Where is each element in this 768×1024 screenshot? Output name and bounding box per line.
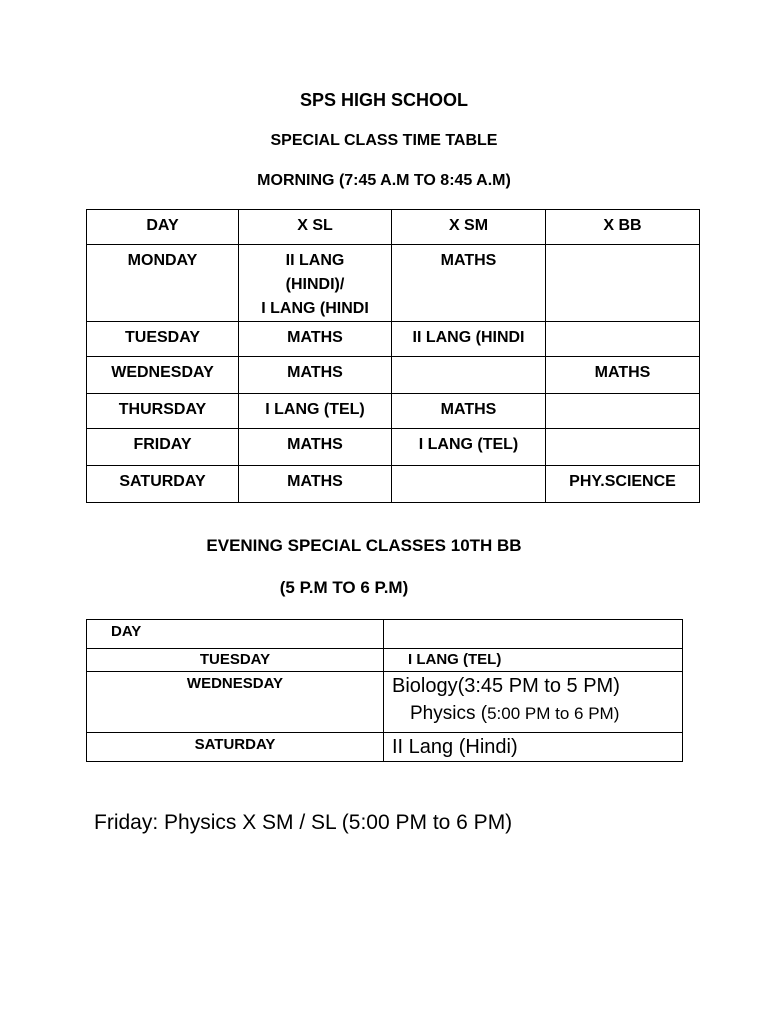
subject-cell [384, 672, 683, 733]
x-bb-cell [546, 429, 700, 466]
x-sm-cell: II LANG (HINDI [392, 322, 546, 357]
day-cell: TUESDAY [87, 322, 239, 357]
x-sl-cell [239, 245, 392, 322]
day-cell: TUESDAY [87, 649, 384, 672]
column-header-day: DAY [87, 210, 239, 245]
cell-line: I LANG (HINDI [261, 300, 369, 317]
school-name: SPS HIGH SCHOOL [299, 90, 469, 110]
table-row [87, 245, 700, 322]
day-cell: WEDNESDAY [87, 672, 384, 733]
evening-classes-title: EVENING SPECIAL CLASSES 10TH BB [206, 536, 522, 555]
column-header-x-sl: X SL [239, 210, 392, 245]
morning-session-time: MORNING (7:45 A.M TO 8:45 A.M) [257, 172, 511, 189]
evening-timetable [86, 619, 683, 762]
timetable-title: SPECIAL CLASS TIME TABLE [270, 132, 498, 149]
day-cell: WEDNESDAY [87, 357, 239, 394]
x-sl-cell: MATHS [239, 357, 392, 394]
x-sm-cell: MATHS [392, 394, 546, 429]
x-bb-cell: MATHS [546, 357, 700, 394]
x-sl-cell: MATHS [239, 429, 392, 466]
subject-cell: I LANG (TEL) [384, 649, 683, 672]
column-header-subject [384, 620, 683, 649]
x-bb-cell: PHY.SCIENCE [546, 466, 700, 503]
x-sl-cell: I LANG (TEL) [239, 394, 392, 429]
evening-session-time: (5 P.M TO 6 P.M) [279, 578, 409, 597]
x-sm-cell: MATHS [392, 245, 546, 322]
table-row [87, 733, 683, 762]
x-sm-cell: I LANG (TEL) [392, 429, 546, 466]
table-row [87, 429, 700, 466]
table-header-row [87, 620, 683, 649]
friday-note: Friday: Physics X SM / SL (5:00 PM to 6 PM) [94, 811, 513, 834]
table-row [87, 394, 700, 429]
column-header-x-bb: X BB [546, 210, 700, 245]
x-bb-cell [546, 245, 700, 322]
cell-line: II LANG [285, 252, 345, 269]
column-header-x-sm: X SM [392, 210, 546, 245]
cell-line: (HINDI)/ [285, 276, 345, 293]
x-sm-cell [392, 466, 546, 503]
x-bb-cell [546, 322, 700, 357]
physics-time: 5:00 PM to 6 PM) [487, 704, 620, 723]
day-cell: SATURDAY [87, 466, 239, 503]
biology-line: Biology(3:45 PM to 5 PM) [392, 675, 620, 697]
physics-label: Physics ( [410, 703, 488, 724]
table-row [87, 357, 700, 394]
table-row [87, 466, 700, 503]
day-cell: MONDAY [87, 245, 239, 322]
table-row [87, 322, 700, 357]
x-sl-cell: MATHS [239, 322, 392, 357]
table-row [87, 649, 683, 672]
morning-timetable [86, 209, 700, 503]
x-bb-cell [546, 394, 700, 429]
table-header-row [87, 210, 700, 245]
subject-cell: II Lang (Hindi) [384, 733, 683, 762]
table-row [87, 672, 683, 733]
column-header-day: DAY [87, 620, 384, 649]
day-cell: THURSDAY [87, 394, 239, 429]
x-sl-cell: MATHS [239, 466, 392, 503]
x-sm-cell [392, 357, 546, 394]
day-cell: FRIDAY [87, 429, 239, 466]
day-cell: SATURDAY [87, 733, 384, 762]
physics-line [392, 700, 682, 728]
